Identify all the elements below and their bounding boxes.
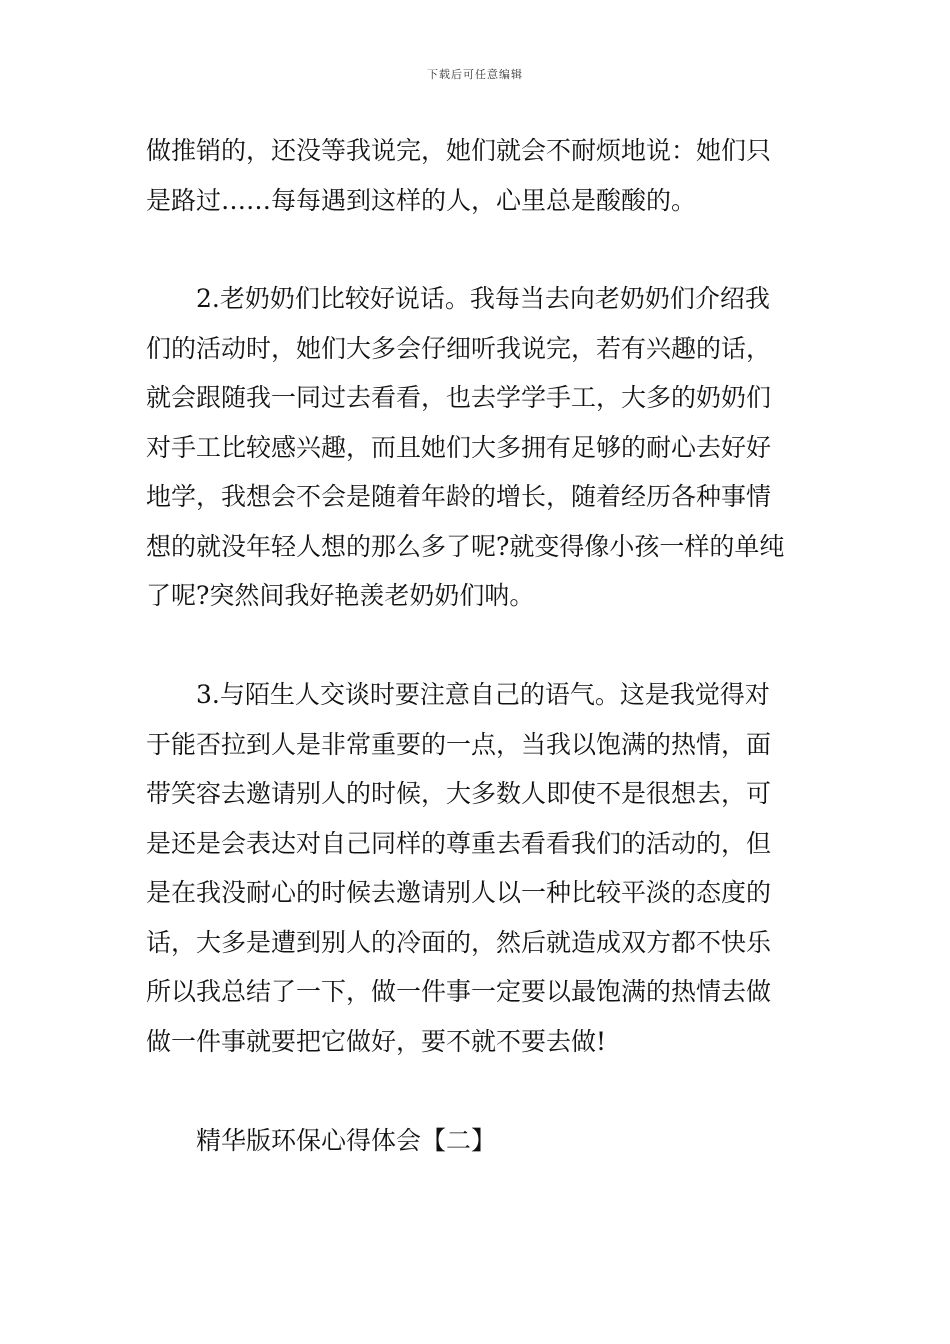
paragraph-line: 带笑容去邀请别人的时候，大多数人即使不是很想去，可 [146, 779, 772, 808]
paragraph-line: 地学，我想会不会是随着年龄的增长，随着经历各种事情 [146, 482, 772, 511]
paragraph-line: 2.老奶奶们比较好说话。我每当去向老奶奶们介绍我 [196, 284, 770, 313]
paragraph-line: 对手工比较感兴趣，而且她们大多拥有足够的耐心去好好 [146, 432, 772, 462]
header-note: 下载后可任意编辑 [427, 68, 523, 81]
paragraph-line: 做一件事就要把它做好，要不就不要去做! [146, 1026, 607, 1056]
paragraph-3 [146, 670, 810, 1066]
paragraph-line: 是路过……每每遇到这样的人，心里总是酸酸的。 [146, 185, 697, 215]
section-heading: 精华版环保心得体会【二】 [196, 1126, 497, 1155]
paragraph-2 [146, 274, 810, 621]
paragraph-line: 所以我总结了一下，做一件事一定要以最饱满的热情去做 [146, 977, 772, 1006]
paragraph-line: 了呢?突然间我好艳羡老奶奶们呐。 [146, 581, 535, 610]
paragraph-line: 就会跟随我一同过去看看，也去学学手工，大多的奶奶们 [146, 383, 772, 412]
paragraph-line: 做推销的，还没等我说完，她们就会不耐烦地说：她们只 [146, 136, 772, 165]
paragraph-line: 于能否拉到人是非常重要的一点，当我以饱满的热情，面 [146, 729, 772, 759]
paragraph-line: 想的就没年轻人想的那么多了呢?就变得像小孩一样的单纯 [146, 531, 785, 561]
paragraph-line: 们的活动时，她们大多会仔细听我说完，若有兴趣的话， [146, 333, 772, 363]
paragraph-line: 3.与陌生人交谈时要注意自己的语气。这是我觉得对 [196, 680, 770, 709]
paragraph-line: 话，大多是遭到别人的冷面的，然后就造成双方都不快乐 [146, 927, 772, 957]
paragraph-line: 是在我没耐心的时候去邀请别人以一种比较平淡的态度的 [146, 878, 772, 907]
paragraph-line: 是还是会表达对自己同样的尊重去看看我们的活动的，但 [146, 828, 772, 858]
paragraph-1 [146, 126, 810, 225]
